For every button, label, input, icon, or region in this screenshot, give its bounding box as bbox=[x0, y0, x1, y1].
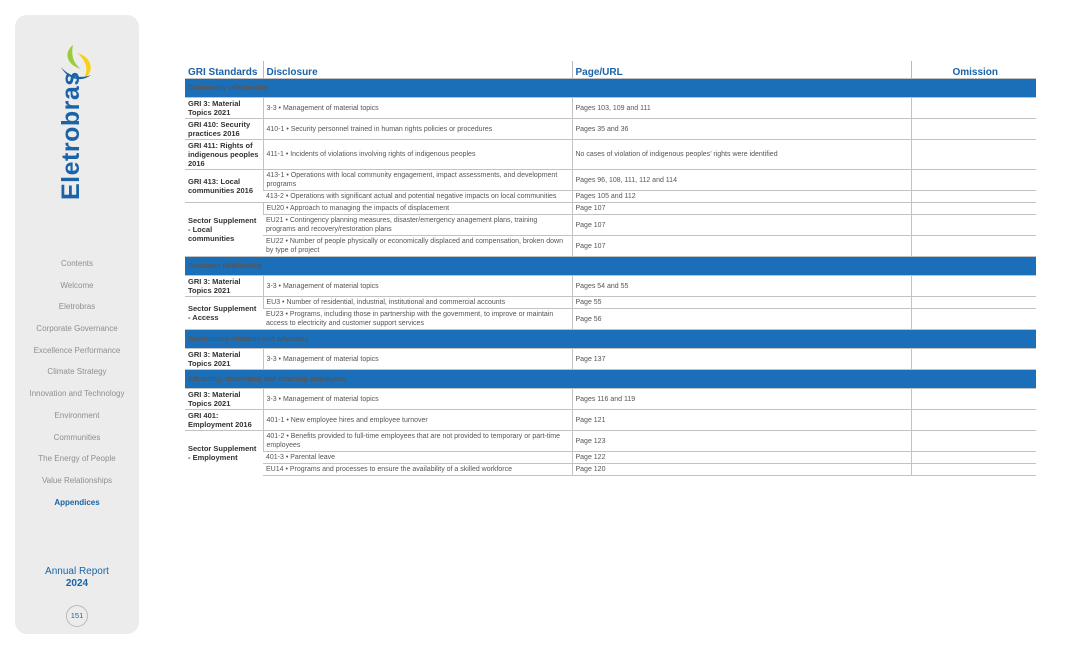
section-title: Government relations and advocacy bbox=[185, 330, 1036, 349]
sidebar-nav-item[interactable]: The Energy of People bbox=[38, 454, 116, 464]
table-row bbox=[185, 191, 1036, 203]
disclosure-cell: 401-1 • New employee hires and employee turnover bbox=[263, 410, 572, 431]
page-number: 151 bbox=[66, 605, 88, 627]
sidebar-nav-item[interactable]: Contents bbox=[60, 259, 94, 268]
gri-standard-cell: GRI 401: Employment 2016 bbox=[185, 410, 263, 431]
sidebar-nav-item[interactable]: Environment bbox=[54, 410, 100, 420]
sidebar-nav-item[interactable]: Welcome bbox=[60, 280, 94, 290]
table-row bbox=[185, 297, 1036, 309]
gri-standard-cell: Sector Supplement - Local communities bbox=[185, 203, 263, 257]
omission-cell bbox=[911, 191, 1036, 203]
page-url-cell: Pages 35 and 36 bbox=[572, 119, 911, 140]
section-header-row bbox=[185, 330, 1036, 349]
table-row bbox=[185, 410, 1036, 431]
sidebar-nav-item[interactable]: Innovation and Technology bbox=[29, 389, 125, 399]
gri-standard-cell: Sector Supplement - Access bbox=[185, 297, 263, 330]
gri-content bbox=[185, 61, 1036, 476]
omission-cell bbox=[911, 309, 1036, 330]
table-row bbox=[185, 98, 1036, 119]
table-row bbox=[185, 119, 1036, 140]
omission-cell bbox=[911, 119, 1036, 140]
table-row bbox=[185, 309, 1036, 330]
disclosure-cell: EU20 • Approach to managing the impacts of displacement bbox=[263, 203, 572, 215]
omission-cell bbox=[911, 431, 1036, 452]
sidebar-nav bbox=[15, 253, 139, 513]
gri-table bbox=[185, 61, 1036, 476]
disclosure-cell: EU3 • Number of residential, industrial, institutional and commercial accounts bbox=[263, 297, 572, 309]
table-row bbox=[185, 236, 1036, 257]
disclosure-cell: 413-1 • Operations with local community engagement, impact assessments, and development programs bbox=[263, 170, 572, 191]
gri-standard-cell: GRI 3: Material Topics 2021 bbox=[185, 389, 263, 410]
disclosure-cell: EU23 • Programs, including those in partnership with the government, to improve or maintain access to electricity and customer support services bbox=[263, 309, 572, 330]
report-year: 2024 bbox=[65, 578, 89, 589]
disclosure-cell: EU14 • Programs and processes to ensure the availability of a skilled workforce bbox=[263, 464, 572, 476]
omission-cell bbox=[911, 464, 1036, 476]
table-row bbox=[185, 170, 1036, 191]
table-row bbox=[185, 389, 1036, 410]
page-url-cell: Page 123 bbox=[572, 431, 911, 452]
page-url-cell: Page 55 bbox=[572, 297, 911, 309]
annual-report-label bbox=[15, 566, 139, 589]
omission-cell bbox=[911, 349, 1036, 370]
page-url-cell: Pages 105 and 112 bbox=[572, 191, 911, 203]
page-url-cell: Page 120 bbox=[572, 464, 911, 476]
disclosure-cell: 410-1 • Security personnel trained in human rights policies or procedures bbox=[263, 119, 572, 140]
table-row bbox=[185, 464, 1036, 476]
gri-standard-cell: GRI 3: Material Topics 2021 bbox=[185, 276, 263, 297]
disclosure-cell: EU22 • Number of people physically or economically displaced and compensation, broken down by type of project bbox=[263, 236, 572, 257]
page-url-cell: Page 107 bbox=[572, 215, 911, 236]
header-omission: Omission bbox=[911, 61, 1036, 79]
gri-standard-cell: GRI 411: Rights of indigenous peoples 2016 bbox=[185, 140, 263, 170]
disclosure-cell: EU21 • Contingency planning measures, disaster/emergency anagement plans, training programs and recovery/restoration plans bbox=[263, 215, 572, 236]
gri-standard-cell: GRI 413: Local communities 2016 bbox=[185, 170, 263, 203]
section-title: Community relationship bbox=[185, 79, 1036, 98]
sidebar-nav-item[interactable]: Value Relationships bbox=[41, 475, 113, 485]
table-row bbox=[185, 349, 1036, 370]
table-row bbox=[185, 215, 1036, 236]
omission-cell bbox=[911, 276, 1036, 297]
sidebar-nav-item[interactable]: Corporate Governance bbox=[36, 324, 118, 334]
page-url-cell: Pages 116 and 119 bbox=[572, 389, 911, 410]
omission-cell bbox=[911, 140, 1036, 170]
disclosure-cell: 401-3 • Parental leave bbox=[263, 452, 572, 464]
disclosure-cell: 401-2 • Benefits provided to full-time employees that are not provided to temporary or part-time employees bbox=[263, 431, 572, 452]
disclosure-cell: 411-1 • Incidents of violations involving rights of indigenous peoples bbox=[263, 140, 572, 170]
omission-cell bbox=[911, 297, 1036, 309]
gri-standard-cell: GRI 3: Material Topics 2021 bbox=[185, 349, 263, 370]
page-url-cell: Pages 96, 108, 111, 112 and 114 bbox=[572, 170, 911, 191]
disclosure-cell: 3-3 • Management of material topics bbox=[263, 276, 572, 297]
omission-cell bbox=[911, 203, 1036, 215]
omission-cell bbox=[911, 389, 1036, 410]
header-disclosure: Disclosure bbox=[263, 61, 572, 79]
sidebar-nav-item[interactable]: Climate Strategy bbox=[47, 367, 107, 377]
table-row bbox=[185, 431, 1036, 452]
omission-cell bbox=[911, 170, 1036, 191]
gri-standard-cell: GRI 410: Security practices 2016 bbox=[185, 119, 263, 140]
omission-cell bbox=[911, 410, 1036, 431]
header-gri-standards: GRI Standards bbox=[188, 67, 258, 78]
table-header-row bbox=[185, 61, 1036, 79]
table-row bbox=[185, 452, 1036, 464]
disclosure-cell: 3-3 • Management of material topics bbox=[263, 98, 572, 119]
omission-cell bbox=[911, 236, 1036, 257]
sidebar bbox=[15, 15, 139, 634]
table-row bbox=[185, 276, 1036, 297]
gri-standard-cell: GRI 3: Material Topics 2021 bbox=[185, 98, 263, 119]
section-header-row bbox=[185, 370, 1036, 389]
disclosure-cell: 413-2 • Operations with significant actual and potential negative impacts on local communities bbox=[263, 191, 572, 203]
sidebar-nav-item[interactable]: Appendices bbox=[54, 497, 100, 507]
page-url-cell: Page 107 bbox=[572, 236, 911, 257]
brand-wordmark: Eletrobras bbox=[57, 71, 85, 200]
section-title: Attracting, developing and retaining employees bbox=[185, 370, 1036, 389]
header-page-url: Page/URL bbox=[572, 61, 911, 79]
section-header-row bbox=[185, 257, 1036, 276]
disclosure-cell: 3-3 • Management of material topics bbox=[263, 349, 572, 370]
sidebar-nav-item[interactable]: Eletrobras bbox=[58, 302, 96, 312]
disclosure-cell: 3-3 • Management of material topics bbox=[263, 389, 572, 410]
omission-cell bbox=[911, 215, 1036, 236]
report-title: Annual Report bbox=[45, 566, 109, 577]
page-url-cell: Pages 103, 109 and 111 bbox=[572, 98, 911, 119]
table-row bbox=[185, 203, 1036, 215]
page-url-cell: Page 122 bbox=[572, 452, 911, 464]
sidebar-nav-item[interactable]: Communities bbox=[53, 432, 101, 442]
page-url-cell: Pages 54 and 55 bbox=[572, 276, 911, 297]
table-row bbox=[185, 140, 1036, 170]
page-url-cell: Page 121 bbox=[572, 410, 911, 431]
page-url-cell: Page 137 bbox=[572, 349, 911, 370]
gri-standard-cell: Sector Supplement - Employment bbox=[185, 431, 263, 476]
section-header-row bbox=[185, 79, 1036, 98]
page-url-cell: No cases of violation of indigenous peoples’ rights were identified bbox=[572, 140, 911, 170]
page-url-cell: Page 107 bbox=[572, 203, 911, 215]
page-url-cell: Page 56 bbox=[572, 309, 911, 330]
omission-cell bbox=[911, 452, 1036, 464]
section-title: Customer relationship bbox=[185, 257, 1036, 276]
omission-cell bbox=[911, 98, 1036, 119]
sidebar-nav-item[interactable]: Excellence Performance bbox=[33, 345, 121, 355]
